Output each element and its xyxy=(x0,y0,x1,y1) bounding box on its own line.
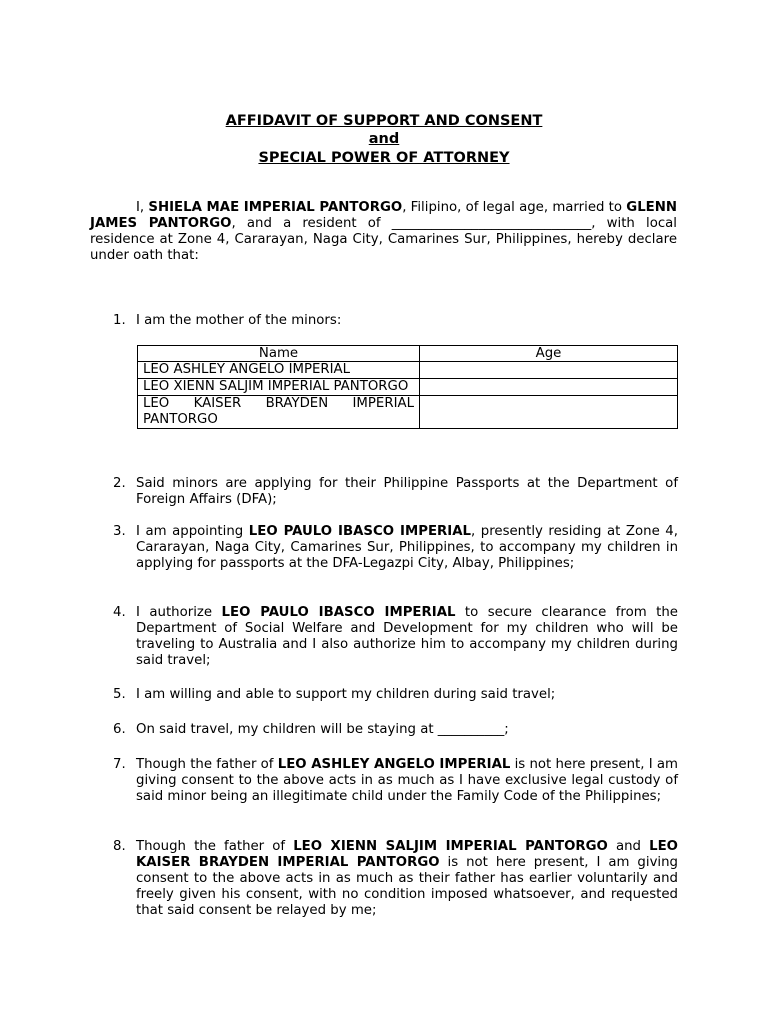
title-line-3: SPECIAL POWER OF ATTORNEY xyxy=(258,150,510,166)
item-text-pre: I authorize xyxy=(136,605,222,620)
item-text-pre: I am appointing xyxy=(136,524,249,539)
spouse-name: GLENN JAMES PANTORGO xyxy=(90,200,678,231)
item-number: 4. xyxy=(113,605,126,620)
item-text xyxy=(136,524,678,572)
minor-name: LEO XIENN SALJIM IMPERIAL PANTORGO xyxy=(138,379,420,396)
item-number: 2. xyxy=(113,476,126,491)
item-number: 6. xyxy=(113,722,126,737)
item-text-pre: Though the father of xyxy=(136,757,278,772)
item-number: 1. xyxy=(113,313,126,328)
item-text: Said minors are applying for their Philippine Passports at the Department of Foreign Affairs (DFA); xyxy=(136,476,678,507)
item-text-mid: and xyxy=(607,839,650,854)
item-number: 7. xyxy=(113,757,126,772)
item-number: 3. xyxy=(113,524,126,539)
minor-name: LEO ASHLEY ANGELO IMPERIAL xyxy=(138,362,420,379)
minor-age xyxy=(420,379,678,396)
item-text-pre: Though the father of xyxy=(136,839,294,854)
column-header-age: Age xyxy=(420,346,678,362)
minor-name-reference: LEO KAISER BRAYDEN IMPERIAL PANTORGO xyxy=(136,839,678,870)
appointee-name: LEO PAULO IBASCO IMPERIAL xyxy=(248,524,471,539)
intro-text-2: , Filipino, of legal age, married to xyxy=(402,200,627,215)
minor-name-reference: LEO XIENN SALJIM IMPERIAL PANTORGO xyxy=(293,839,608,854)
title-line-2: and xyxy=(368,131,400,147)
intro-paragraph xyxy=(90,200,677,264)
item-text xyxy=(136,839,678,919)
item-text: On said travel, my children will be staying at __________; xyxy=(136,722,509,737)
intro-text-1: I, xyxy=(136,200,149,215)
item-text xyxy=(136,757,678,805)
table-row xyxy=(138,362,678,379)
title-line-1: AFFIDAVIT OF SUPPORT AND CONSENT xyxy=(225,113,543,129)
item-number: 5. xyxy=(113,687,126,702)
appointee-name: LEO PAULO IBASCO IMPERIAL xyxy=(221,605,456,620)
minor-name: LEO KAISER BRAYDEN IMPERIAL PANTORGO xyxy=(138,396,420,429)
item-text-post: to secure clearance from the Department of Social Welfare and Development for my children who will be traveling to Australia and I also authorize him to accompany my children during said travel; xyxy=(136,605,678,668)
affiant-name: SHIELA MAE IMPERIAL PANTORGO xyxy=(148,200,403,215)
minors-table xyxy=(137,345,678,429)
item-number: 8. xyxy=(113,839,126,854)
minor-name-reference: LEO ASHLEY ANGELO IMPERIAL xyxy=(277,757,511,772)
item-text-post: is not here present, I am giving consent to the above acts in as much as I have exclusive legal custody of said minor being an illegitimate child under the Family Code of the Philippines; xyxy=(136,757,678,804)
item-text: I am the mother of the minors: xyxy=(136,313,342,328)
column-header-name: Name xyxy=(138,346,420,362)
intro-text-3: , and a resident of ______________________________, with local residence at Zone 4, Cararayan, Naga City, Camarines Sur, Philippines, hereby declare under oath that: xyxy=(90,216,677,263)
item-text: I am willing and able to support my children during said travel; xyxy=(136,687,556,702)
item-text-post: , presently residing at Zone 4, Cararayan, Naga City, Camarines Sur, Philippines, to accompany my children in applying for passports at the DFA-Legazpi City, Albay, Philippines; xyxy=(136,524,678,571)
item-text-post: is not here present, I am giving consent to the above acts in as much as their father has earlier voluntarily and freely given his consent, with no condition imposed whatsoever, and requested that said consent be relayed by me; xyxy=(136,855,678,918)
table-header-row xyxy=(138,346,678,362)
table-row xyxy=(138,379,678,396)
minor-age xyxy=(420,362,678,379)
minor-age xyxy=(420,396,678,429)
item-text xyxy=(136,605,678,669)
table-row xyxy=(138,396,678,429)
